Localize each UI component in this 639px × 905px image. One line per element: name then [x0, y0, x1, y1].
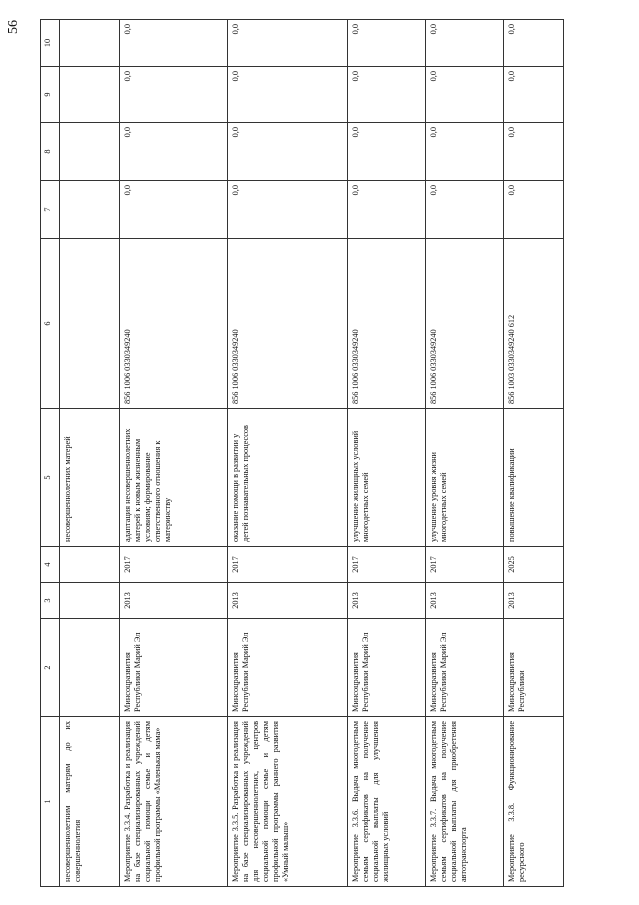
value-cell	[60, 181, 120, 239]
value-cell: 0,0	[426, 20, 504, 67]
value-cell: 0,0	[228, 181, 348, 239]
measure-cell: Мероприятие 3.3.4. Разработка и реализация на базе специализированных учреждений социальной помощи семье и детям профильной программы «Маленькая мама»	[120, 717, 228, 887]
executor-cell: Минсоцразвития Республики Марий Эл	[228, 619, 348, 717]
column-number: 2	[41, 619, 60, 717]
measure-cell: Мероприятие 3.3.7. Выдача многодетным семьям сертификатов на получение социальной выплаты для приобретения автотранспорта	[426, 717, 504, 887]
value-cell: 0,0	[426, 181, 504, 239]
column-number: 4	[41, 547, 60, 583]
budget-code-cell	[60, 239, 120, 409]
start-year-cell: 2013	[120, 583, 228, 619]
executor-cell: Минсоцразвития Республики	[504, 619, 564, 717]
result-cell: улучшение жилищных условий многодетных семей	[348, 409, 426, 547]
program-measures-table	[40, 19, 564, 887]
value-cell: 0,0	[348, 20, 426, 67]
start-year-cell: 2013	[504, 583, 564, 619]
executor-cell: Минсоцразвития Республики Марий Эл	[120, 619, 228, 717]
result-cell: адаптация несовершеннолетних матерей к новым жизненным условиям; формирование ответственного отношения к материнству	[120, 409, 228, 547]
column-number: 7	[41, 181, 60, 239]
table-row	[228, 20, 348, 887]
end-year-cell: 2017	[120, 547, 228, 583]
column-number: 3	[41, 583, 60, 619]
value-cell: 0,0	[504, 20, 564, 67]
budget-code-cell: 856 1006 0330349240	[426, 239, 504, 409]
start-year-cell: 2013	[228, 583, 348, 619]
column-number: 1	[41, 717, 60, 887]
value-cell: 0,0	[228, 123, 348, 181]
column-number: 5	[41, 409, 60, 547]
value-cell: 0,0	[120, 181, 228, 239]
measure-cell: Мероприятие 3.3.5. Разработка и реализация на базе специализированных учреждений для несовершеннолетних, центров социальной помощи семье и детям профильной программы раннего развития «Умный малыш»	[228, 717, 348, 887]
result-cell: несовершеннолетних матерей	[60, 409, 120, 547]
budget-code-cell: 856 1006 0330349240	[348, 239, 426, 409]
budget-code-cell: 856 1006 0330349240	[228, 239, 348, 409]
executor-cell: Минсоцразвития Республики Марий Эл	[348, 619, 426, 717]
value-cell: 0,0	[120, 123, 228, 181]
table-row	[348, 20, 426, 887]
table-row	[60, 20, 120, 887]
column-number-row	[41, 20, 60, 887]
end-year-cell: 2025	[504, 547, 564, 583]
end-year-cell: 2017	[228, 547, 348, 583]
value-cell: 0,0	[348, 67, 426, 123]
value-cell: 0,0	[228, 67, 348, 123]
value-cell: 0,0	[348, 181, 426, 239]
measure-cell: Мероприятие 3.3.8. Функционирование ресурсного	[504, 717, 564, 887]
column-number: 10	[41, 20, 60, 67]
value-cell: 0,0	[426, 67, 504, 123]
column-number: 6	[41, 239, 60, 409]
executor-cell: Минсоцразвития Республики Марий Эл	[426, 619, 504, 717]
end-year-cell	[60, 547, 120, 583]
measure-cell: несовершеннолетним матерям до их совершеннолетия	[60, 717, 120, 887]
value-cell: 0,0	[504, 67, 564, 123]
value-cell	[60, 67, 120, 123]
value-cell: 0,0	[228, 20, 348, 67]
column-number: 9	[41, 67, 60, 123]
page-number: 56	[6, 20, 21, 34]
value-cell: 0,0	[120, 20, 228, 67]
end-year-cell: 2017	[348, 547, 426, 583]
measure-cell: Мероприятие 3.3.6. Выдача многодетным семьям сертификатов на получение социальной выплаты для улучшения жилищных условий	[348, 717, 426, 887]
value-cell: 0,0	[426, 123, 504, 181]
result-cell: повышение квалификации	[504, 409, 564, 547]
value-cell	[60, 123, 120, 181]
table-row	[426, 20, 504, 887]
value-cell: 0,0	[348, 123, 426, 181]
value-cell	[60, 20, 120, 67]
result-cell: улучшение уровня жизни многодетных семей	[426, 409, 504, 547]
start-year-cell: 2013	[426, 583, 504, 619]
value-cell: 0,0	[504, 181, 564, 239]
value-cell: 0,0	[504, 123, 564, 181]
column-number: 8	[41, 123, 60, 181]
table-row	[120, 20, 228, 887]
executor-cell	[60, 619, 120, 717]
start-year-cell: 2013	[348, 583, 426, 619]
budget-code-cell: 856 1003 0330349240 612	[504, 239, 564, 409]
table-row	[504, 20, 564, 887]
end-year-cell: 2017	[426, 547, 504, 583]
value-cell: 0,0	[120, 67, 228, 123]
budget-code-cell: 856 1006 0330349240	[120, 239, 228, 409]
start-year-cell	[60, 583, 120, 619]
result-cell: оказание помощи в развитии у детей познавательных процессов	[228, 409, 348, 547]
